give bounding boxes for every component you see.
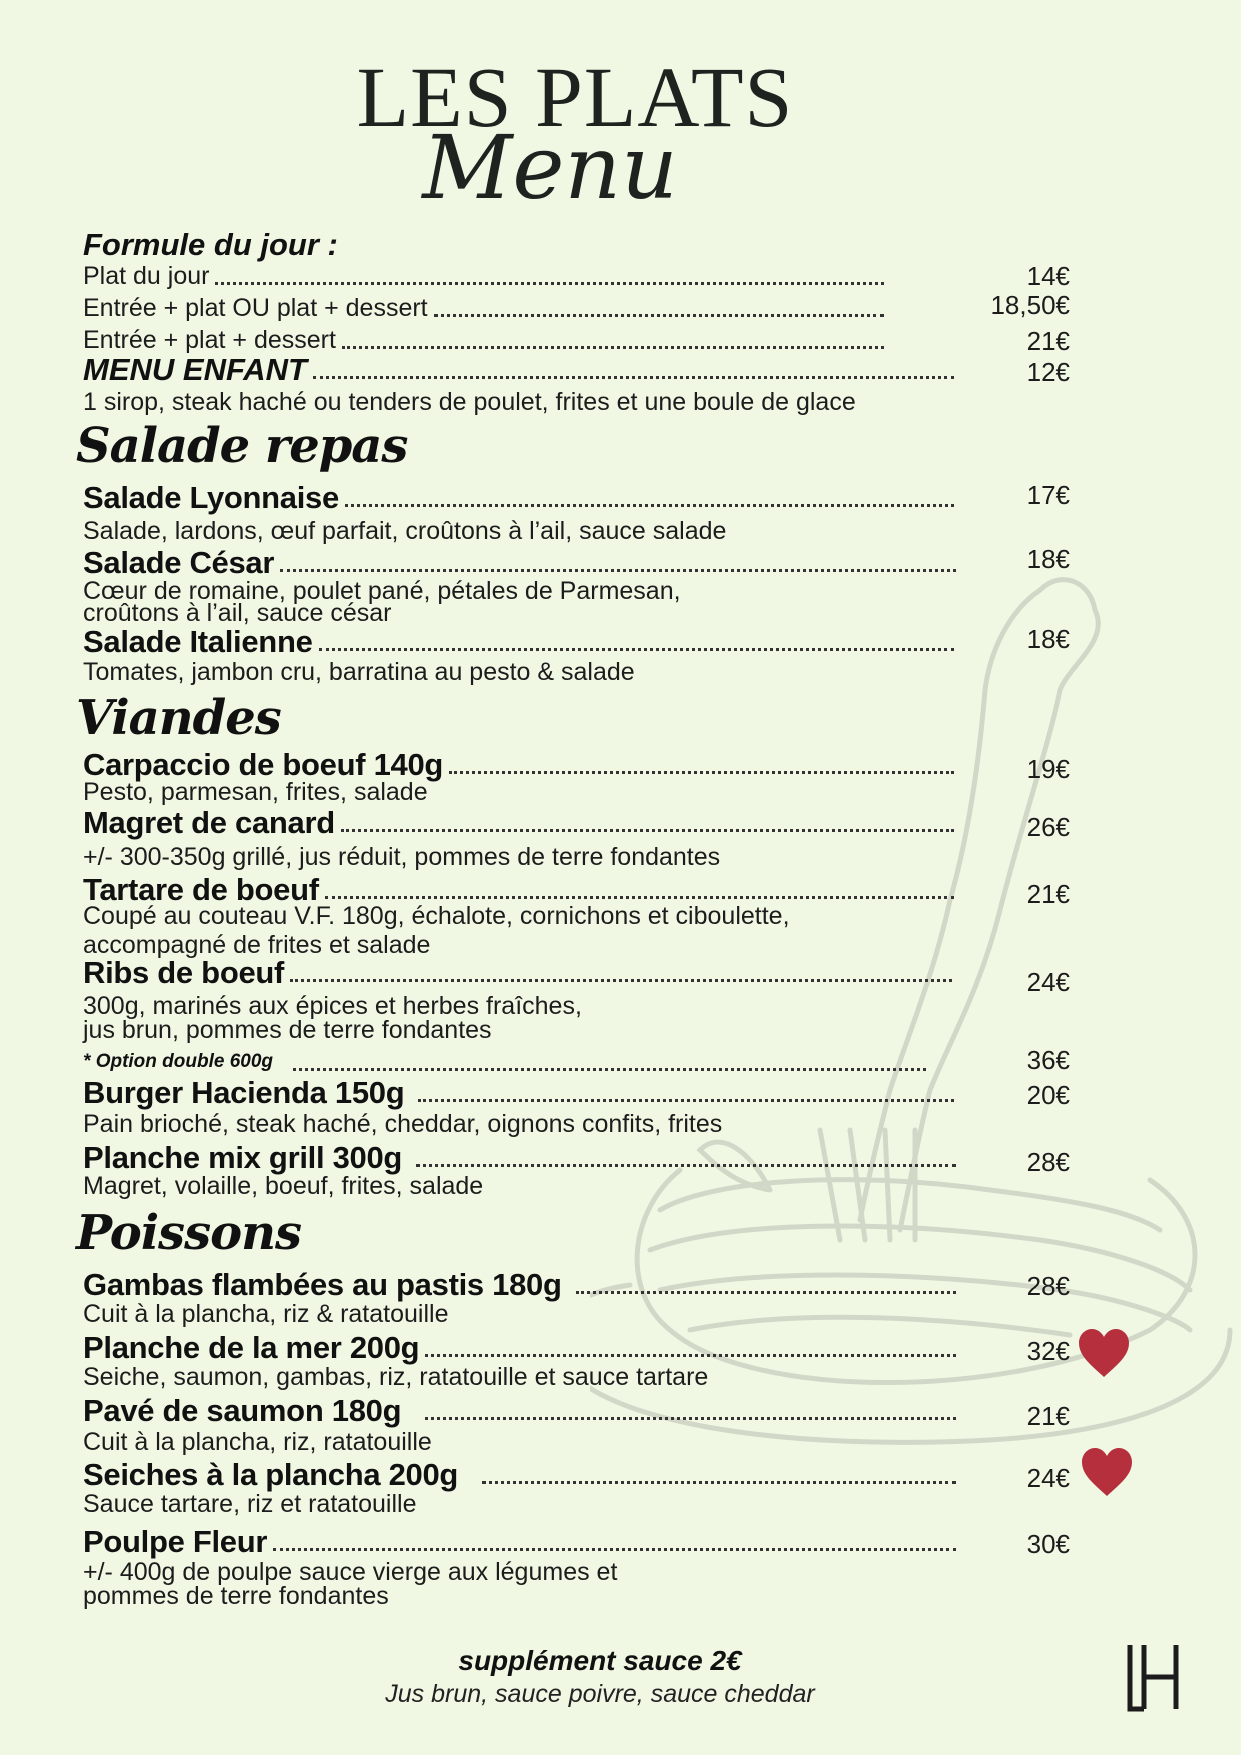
item-price: 32€ xyxy=(1026,1336,1070,1366)
menu-item xyxy=(83,1457,960,1491)
item-description: Tomates, jambon cru, barratina au pesto & salade xyxy=(83,658,635,686)
item-description: Pain brioché, steak haché, cheddar, oignons confits, frites xyxy=(83,1110,723,1138)
item-name: Poulpe Fleur xyxy=(83,1524,268,1559)
item-description: Coupé au couteau V.F. 180g, échalote, cornichons et ciboulette, xyxy=(83,902,790,930)
page-title: LES PLATS xyxy=(356,49,794,145)
menu-item xyxy=(83,322,888,356)
menu-item xyxy=(83,480,958,514)
item-price: 18€ xyxy=(1026,544,1070,574)
sauce-supplement: supplément sauce 2€ xyxy=(458,1645,742,1676)
dot-leader xyxy=(416,1164,956,1167)
lh-logo-icon xyxy=(1126,1643,1184,1713)
dot-leader xyxy=(273,1548,956,1551)
item-description: +/- 300-350g grillé, jus réduit, pommes de terre fondantes xyxy=(83,843,721,871)
item-price: 14€ xyxy=(1026,261,1070,291)
item-price: 24€ xyxy=(1026,1463,1070,1493)
formule-title: Formule du jour : xyxy=(83,227,338,262)
item-name: Salade César xyxy=(83,545,275,580)
item-name: Planche mix grill 300g xyxy=(83,1140,403,1175)
item-description: accompagné de frites et salade xyxy=(83,931,431,959)
item-price: 21€ xyxy=(1026,879,1070,909)
item-price: 19€ xyxy=(1026,754,1070,784)
dot-leader xyxy=(345,504,954,507)
item-price: 36€ xyxy=(1026,1045,1070,1075)
dot-leader xyxy=(449,771,954,774)
item-name: Planche de la mer 200g xyxy=(83,1330,420,1365)
item-name: Seiches à la plancha 200g xyxy=(83,1457,459,1492)
item-description: Cuit à la plancha, riz, ratatouille xyxy=(83,1428,432,1456)
dot-leader xyxy=(342,346,884,349)
item-price: 21€ xyxy=(1026,1401,1070,1431)
dot-leader xyxy=(576,1291,956,1294)
item-name: Salade Lyonnaise xyxy=(83,480,339,515)
item-description: 300g, marinés aux épices et herbes fraîches, xyxy=(83,992,582,1020)
section-title-poissons: Poissons xyxy=(76,1205,302,1261)
dot-leader xyxy=(215,282,884,285)
item-price: 20€ xyxy=(1026,1080,1070,1110)
item-price: 26€ xyxy=(1026,812,1070,842)
page-subtitle: Menu xyxy=(422,116,678,219)
dot-leader xyxy=(425,1417,956,1420)
item-price: 28€ xyxy=(1026,1147,1070,1177)
dot-leader xyxy=(425,1354,956,1357)
item-price: 24€ xyxy=(1026,967,1070,997)
item-description: Cuit à la plancha, riz & ratatouille xyxy=(83,1300,449,1328)
menu-item xyxy=(83,747,958,781)
dot-leader xyxy=(341,829,954,832)
menu-item xyxy=(83,1075,958,1109)
item-name: Ribs de boeuf xyxy=(83,955,285,990)
item-name: Salade Italienne xyxy=(83,624,313,659)
menu-item xyxy=(83,872,958,906)
menu-item xyxy=(83,624,958,658)
item-price: 18,50€ xyxy=(990,290,1070,320)
item-description: Pesto, parmesan, frites, salade xyxy=(83,778,428,806)
dot-leader xyxy=(325,896,954,899)
item-name: Gambas flambées au pastis 180g xyxy=(83,1267,562,1302)
item-name: Tartare de boeuf xyxy=(83,872,319,907)
item-name: MENU ENFANT xyxy=(83,352,307,387)
item-price: 28€ xyxy=(1026,1271,1070,1301)
item-price: 12€ xyxy=(1026,357,1070,387)
item-description: +/- 400g de poulpe sauce vierge aux légumes et xyxy=(83,1558,618,1586)
menu-item xyxy=(83,258,888,292)
dot-leader xyxy=(290,979,952,982)
menu-item xyxy=(83,290,888,324)
heart-icon xyxy=(1080,1446,1134,1500)
item-description: Magret, volaille, boeuf, frites, salade xyxy=(83,1172,484,1200)
item-description: Seiche, saumon, gambas, riz, ratatouille et sauce tartare xyxy=(83,1363,709,1391)
item-description: pommes de terre fondantes xyxy=(83,1582,389,1610)
dot-leader xyxy=(482,1481,956,1484)
item-price: 17€ xyxy=(1026,480,1070,510)
item-name: Carpaccio de boeuf 140g xyxy=(83,747,444,782)
sauce-list: Jus brun, sauce poivre, sauce cheddar xyxy=(385,1680,815,1708)
section-title-salades: Salade repas xyxy=(76,418,408,474)
menu-item xyxy=(83,1140,960,1174)
dot-leader xyxy=(313,376,954,379)
item-name: Magret de canard xyxy=(83,805,335,840)
item-name: * Option double 600g xyxy=(83,1051,274,1072)
dot-leader xyxy=(319,648,954,651)
menu-item xyxy=(83,1267,960,1301)
item-name: Entrée + plat + dessert xyxy=(83,326,336,354)
item-description: Sauce tartare, riz et ratatouille xyxy=(83,1490,417,1518)
dot-leader xyxy=(434,314,884,317)
menu-item xyxy=(83,545,960,579)
item-price: 30€ xyxy=(1026,1529,1070,1559)
menu-item xyxy=(83,955,956,989)
item-name: Pavé de saumon 180g xyxy=(83,1393,402,1428)
menu-item xyxy=(83,1393,960,1427)
item-description: jus brun, pommes de terre fondantes xyxy=(83,1016,492,1044)
item-description: Salade, lardons, œuf parfait, croûtons à l’ail, sauce salade xyxy=(83,517,727,545)
item-description: Cœur de romaine, poulet pané, pétales de Parmesan, xyxy=(83,577,681,605)
heart-icon xyxy=(1077,1327,1131,1381)
section-title-viandes: Viandes xyxy=(76,690,281,746)
item-name: Plat du jour xyxy=(83,262,210,290)
dot-leader xyxy=(293,1068,926,1071)
item-price: 21€ xyxy=(1026,326,1070,356)
item-name: Burger Hacienda 150g xyxy=(83,1075,405,1110)
item-description: croûtons à l’ail, sauce césar xyxy=(83,599,392,627)
item-price: 18€ xyxy=(1026,624,1070,654)
item-name: Entrée + plat OU plat + dessert xyxy=(83,294,428,322)
menu-item xyxy=(83,805,958,839)
menu-item xyxy=(83,1524,960,1558)
menu-item xyxy=(83,1330,960,1364)
menu-item-option xyxy=(83,1044,930,1078)
dot-leader xyxy=(280,569,956,572)
dot-leader xyxy=(418,1099,954,1102)
item-description: 1 sirop, steak haché ou tenders de poulet, frites et une boule de glace xyxy=(83,388,856,416)
menu-item xyxy=(83,352,958,386)
